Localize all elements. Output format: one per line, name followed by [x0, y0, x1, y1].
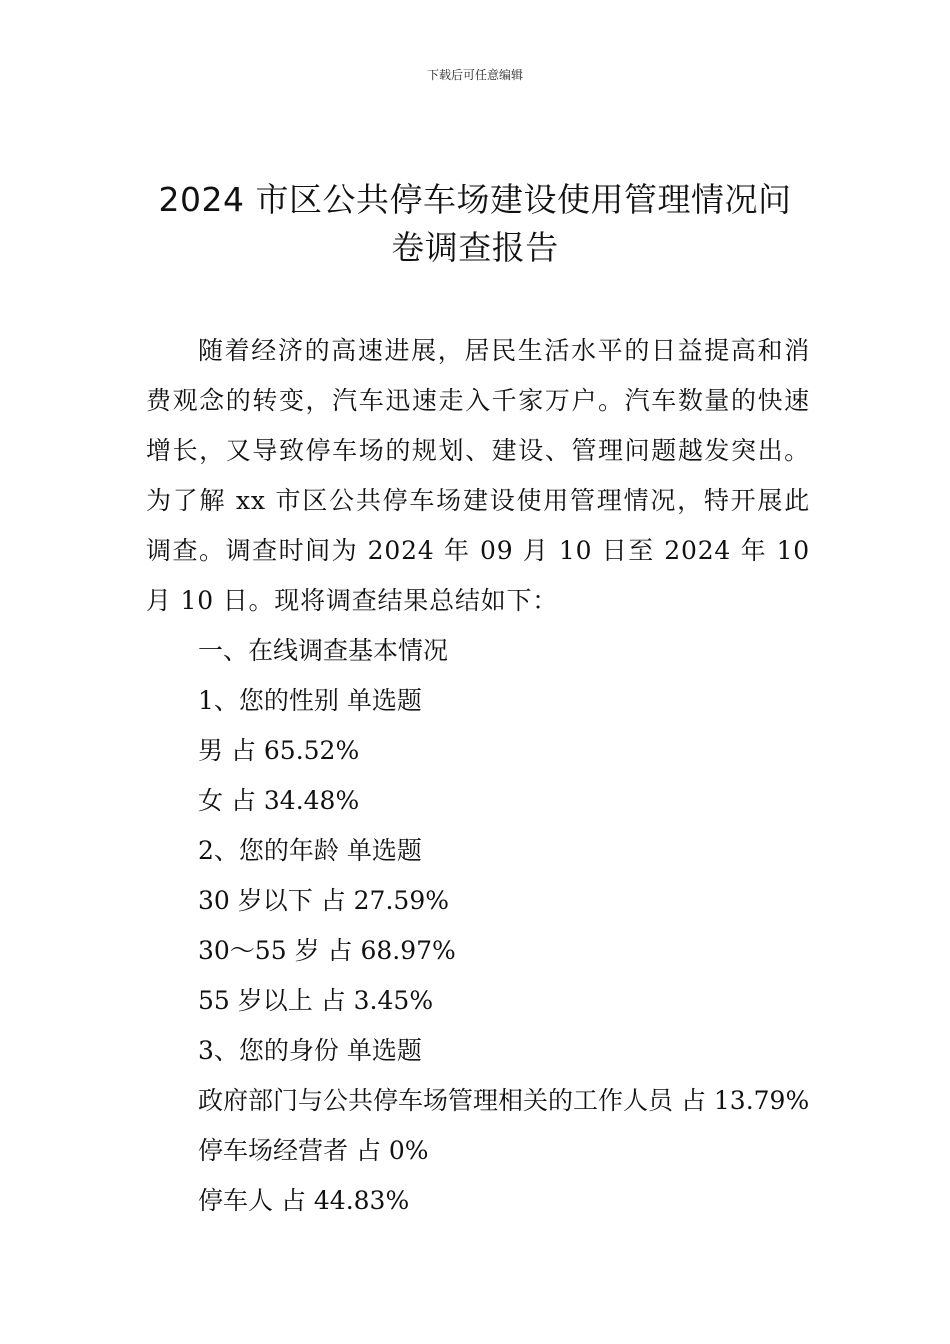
- answer-under-30: 30 岁以下 占 27.59%: [198, 886, 449, 915]
- answer-government-staff: 政府部门与公共停车场管理相关的工作人员 占 13.79%: [198, 1086, 810, 1115]
- document-body: [146, 326, 810, 1226]
- question-identity: 3、您的身份 单选题: [198, 1036, 422, 1065]
- answer-30-to-55: 30～55 岁 占 68.97%: [198, 936, 456, 965]
- section-heading-online-survey: 一、在线调查基本情况: [198, 636, 449, 665]
- title-line-1: 2024 市区公共停车场建设使用管理情况问: [158, 180, 792, 219]
- header-note: 下载后可任意编辑: [426, 68, 523, 82]
- document-title: [130, 176, 820, 272]
- title-line-2: 卷调查报告: [391, 228, 559, 267]
- question-gender: 1、您的性别 单选题: [198, 686, 422, 715]
- answer-over-55: 55 岁以上 占 3.45%: [198, 986, 434, 1015]
- answer-parking-operator: 停车场经营者 占 0%: [198, 1136, 429, 1165]
- answer-male: 男 占 65.52%: [198, 736, 360, 765]
- intro-paragraph: 随着经济的高速进展，居民生活水平的日益提高和消费观念的转变，汽车迅速走入千家万户。汽车数量的快速增长，又导致停车场的规划、建设、管理问题越发突出。为了解 xx 市区公共停车场建设使用管理情况，特开展此调查。调查时间为 2024 年 09 月 10 日至 2024 年 10 月 10 日。现将调查结果总结如下：: [146, 336, 810, 615]
- answer-female: 女 占 34.48%: [198, 786, 360, 815]
- answer-parker: 停车人 占 44.83%: [198, 1186, 410, 1215]
- question-age: 2、您的年龄 单选题: [198, 836, 422, 865]
